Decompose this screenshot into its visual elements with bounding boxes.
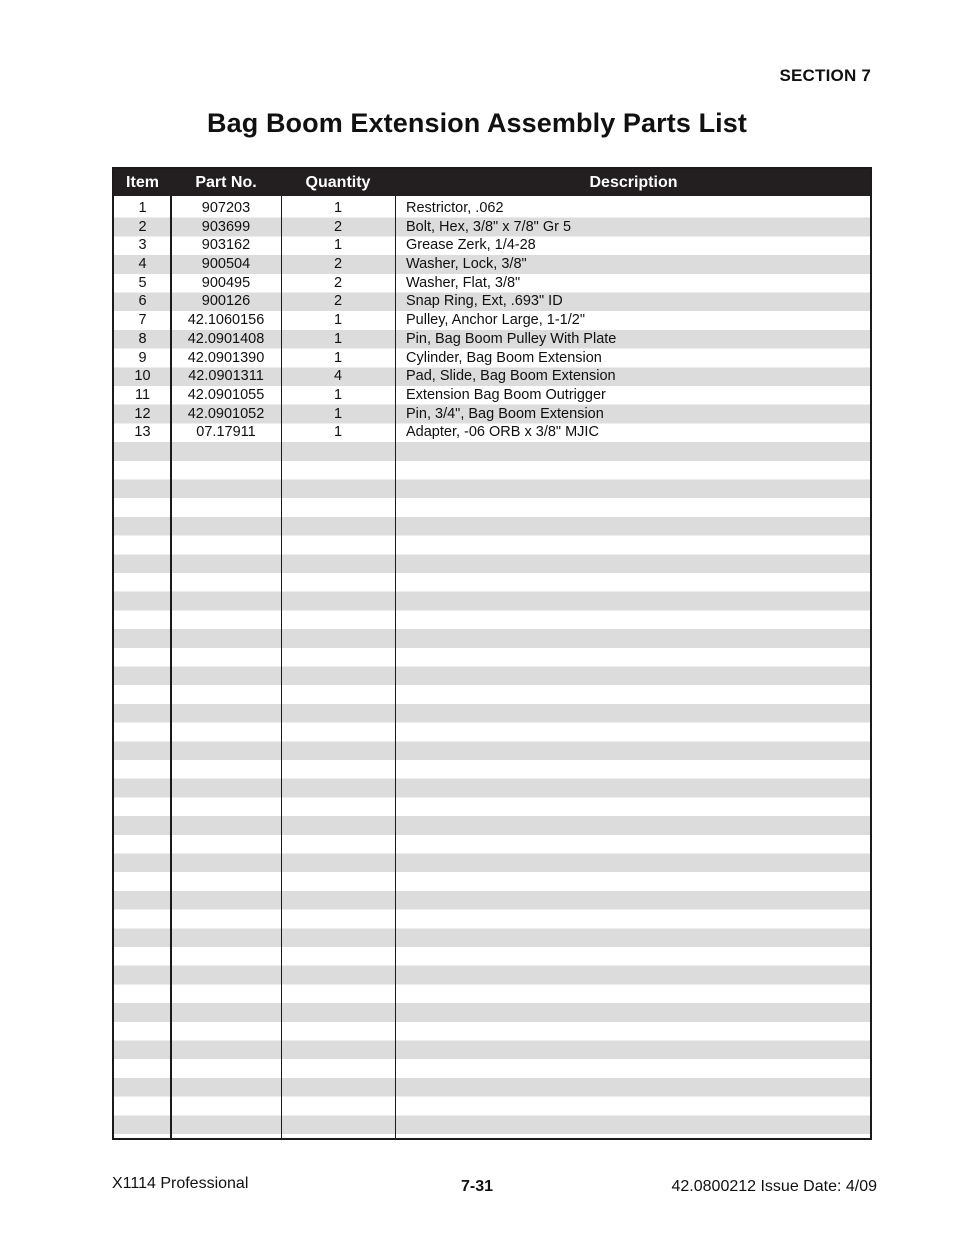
table-row — [114, 199, 870, 218]
item-cell: 3 — [138, 237, 147, 254]
description-cell: Pad, Slide, Bag Boom Extension — [406, 368, 616, 385]
item-cell: 11 — [134, 386, 151, 403]
part-no-cell: 907203 — [201, 200, 251, 216]
column-header-description: Description — [589, 174, 678, 191]
part-no-cell: 42.0901311 — [188, 368, 264, 385]
item-cell: 10 — [134, 368, 151, 385]
quantity-cell: 4 — [333, 368, 343, 385]
item-cell: 1 — [138, 200, 147, 216]
description-cell: Cylinder, Bag Boom Extension — [406, 349, 602, 366]
item-cell: 2 — [138, 218, 147, 235]
page-title: Bag Boom Extension Assembly Parts List — [207, 108, 747, 138]
column-divider — [395, 196, 396, 1138]
quantity-cell: 1 — [333, 349, 343, 366]
table-body — [114, 199, 870, 1138]
quantity-cell: 2 — [333, 293, 343, 310]
description-cell: Washer, Lock, 3/8" — [406, 256, 527, 273]
table-row — [114, 311, 870, 330]
description-cell: Pin, 3/4", Bag Boom Extension — [406, 405, 604, 422]
item-cell: 13 — [134, 424, 151, 441]
table-row — [114, 349, 870, 368]
item-cell: 5 — [138, 274, 147, 291]
part-no-cell: 900504 — [201, 256, 251, 273]
table-row — [114, 274, 870, 293]
quantity-cell: 1 — [333, 424, 343, 441]
item-cell: 7 — [138, 312, 147, 329]
item-cell: 4 — [138, 256, 147, 273]
quantity-cell: 1 — [333, 405, 343, 422]
description-cell: Pulley, Anchor Large, 1-1/2" — [406, 312, 585, 329]
part-no-cell: 903162 — [201, 237, 251, 254]
page-number: 7-31 — [460, 1178, 494, 1195]
quantity-cell: 2 — [333, 218, 343, 235]
quantity-cell: 1 — [333, 200, 343, 216]
quantity-cell: 1 — [333, 312, 343, 329]
quantity-cell: 2 — [333, 274, 343, 291]
part-no-cell: 42.0901052 — [187, 405, 265, 422]
description-cell: Bolt, Hex, 3/8" x 7/8" Gr 5 — [406, 218, 572, 235]
table-header — [114, 169, 870, 196]
column-header-part-no: Part No. — [195, 174, 257, 191]
table-row — [114, 405, 870, 424]
table-row — [114, 218, 870, 237]
parts-table — [112, 167, 872, 1140]
table-row — [114, 292, 870, 311]
table-row — [114, 386, 870, 405]
description-cell: Adapter, -06 ORB x 3/8" MJIC — [406, 424, 599, 441]
description-cell: Washer, Flat, 3/8" — [406, 274, 521, 291]
table-row — [114, 367, 870, 386]
description-cell: Restrictor, .062 — [406, 200, 504, 216]
quantity-cell: 2 — [333, 256, 343, 273]
column-header-item: Item — [126, 174, 159, 191]
table-row — [114, 330, 870, 349]
item-cell: 8 — [138, 330, 147, 347]
column-header-quantity: Quantity — [305, 174, 371, 191]
column-divider — [281, 196, 282, 1138]
description-cell: Snap Ring, Ext, .693" ID — [406, 293, 563, 310]
footer-model: X1114 Professional — [112, 1175, 249, 1192]
part-no-cell: 900126 — [201, 293, 251, 310]
item-cell: 12 — [134, 405, 151, 422]
table-row — [114, 423, 870, 442]
table-row — [114, 236, 870, 255]
section-label: SECTION 7 — [779, 66, 871, 85]
quantity-cell: 1 — [333, 237, 343, 254]
description-cell: Grease Zerk, 1/4-28 — [406, 237, 536, 254]
part-no-cell: 42.0901408 — [187, 330, 265, 347]
quantity-cell: 1 — [333, 330, 343, 347]
table-row — [114, 255, 870, 274]
part-no-cell: 42.0901390 — [187, 349, 265, 366]
description-cell: Pin, Bag Boom Pulley With Plate — [406, 330, 617, 347]
part-no-cell: 900495 — [201, 274, 251, 291]
part-no-cell: 42.1060156 — [187, 312, 265, 329]
item-cell: 6 — [138, 293, 147, 310]
footer-doc-issue: 42.0800212 Issue Date: 4/09 — [671, 1178, 877, 1195]
description-cell: Extension Bag Boom Outrigger — [406, 386, 606, 403]
part-no-cell: 07.17911 — [196, 424, 256, 441]
part-no-cell: 903699 — [201, 218, 251, 235]
quantity-cell: 1 — [333, 386, 343, 403]
part-no-cell: 42.0901055 — [187, 386, 265, 403]
column-divider — [170, 196, 172, 1138]
item-cell: 9 — [138, 349, 147, 366]
